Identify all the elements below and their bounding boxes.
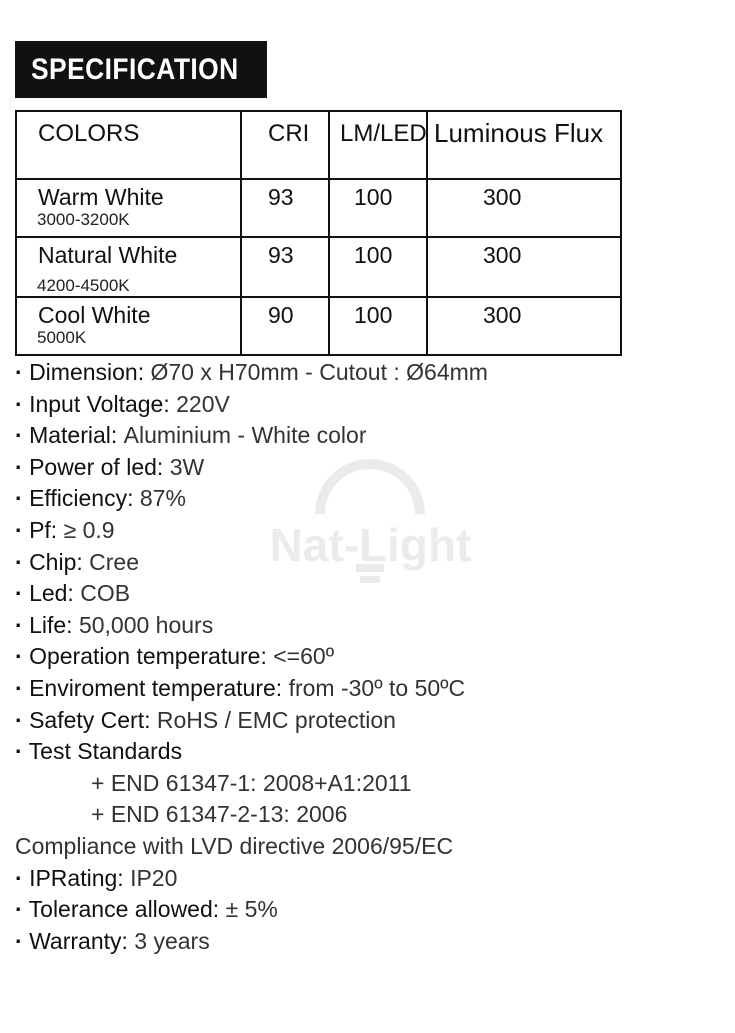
spec-operation-temperature: · Operation temperature: <=60º [15,643,335,670]
spec-list [15,357,715,957]
spec-label: IPRating: [29,864,124,891]
section-title-text: SPECIFICATION [31,53,239,86]
color-cell [16,297,241,355]
color-range: 5000K [37,328,87,347]
spec-label: Efficiency: [29,485,134,512]
table-header-row [16,111,621,179]
color-range: 4200-4500K [37,276,130,295]
spec-value: Ø70 x H70mm - Cutout : Ø64mm [150,359,488,385]
spec-label: Safety Cert: [29,706,151,733]
cri-value: 90 [268,302,294,328]
spec-label: Input Voltage: [29,390,170,417]
spec-label: Life: [29,611,73,638]
spec-value: RoHS / EMC protection [156,706,396,733]
spec-efficiency: · Efficiency: 87% [15,485,186,512]
spec-life: · Life: 50,000 hours [15,611,214,638]
table-row [16,179,621,237]
spec-chip: · Chip: Cree [15,548,140,575]
spec-label: Test Standards [28,738,183,765]
spec-material: · Material: Aluminium - White color [15,422,367,449]
watermark-text: Nat-Light [269,519,472,571]
spec-value: COB [80,580,131,607]
flux-value: 300 [483,302,522,328]
color-name: Warm White [38,184,164,210]
spec-value: Aluminium - White color [123,422,367,449]
spec-dimension: · Dimension: Ø70 x H70mm - Cutout : Ø64mm [15,359,488,385]
table-row [16,297,621,355]
color-name: Cool White [38,302,151,328]
spec-value: Cree [89,548,140,575]
spec-label: Material: [29,422,118,449]
header-cri: CRI [241,111,329,179]
spec-label: Operation temperature: [29,643,267,670]
compliance-note: Compliance with LVD directive 2006/95/EC [15,832,454,859]
header-luminous-flux: Luminous Flux [427,111,621,179]
spec-label: Tolerance allowed: [28,896,220,923]
spec-value: 3W [169,453,205,480]
lm-led-value: 100 [354,184,393,210]
spec-label: Chip: [29,548,83,575]
spec-value: 3 years [134,927,210,954]
spec-label: Enviroment temperature: [29,674,283,701]
color-name: Natural White [38,242,178,268]
lm-led-value: 100 [354,302,393,328]
lm-led-value: 100 [354,242,393,268]
header-lm-led: LM/LED [329,111,427,179]
spec-value: 220V [176,390,230,417]
color-cell [16,179,241,237]
spec-value: 87% [139,485,186,512]
cri-value: 93 [268,184,294,210]
spec-input-voltage: · Input Voltage: 220V [15,390,230,417]
spec-label: Power of led: [29,453,164,480]
spec-value: 50,000 hours [78,611,214,638]
color-spec-table [15,110,622,356]
spec-label: Pf: [29,516,58,543]
spec-value: ≥ 0.9 [63,516,115,543]
color-cell [16,237,241,297]
spec-test-standards: · Test Standards [15,738,183,765]
flux-value: 300 [483,184,522,210]
spec-warranty: · Warranty: 3 years [15,927,210,954]
spec-label: Warranty: [29,927,128,954]
spec-value: <=60º [273,643,335,670]
test-standard-item: + END 61347-2-13: 2006 [91,801,348,828]
table-row [16,237,621,297]
flux-value: 300 [483,242,522,268]
spec-power: · Power of led: 3W [15,453,205,480]
spec-environment-temperature: · Enviroment temperature: from -30º to 50ºC [15,674,466,701]
spec-led: · Led: COB [15,580,131,607]
spec-value: ± 5% [225,896,278,923]
cri-value: 93 [268,242,294,268]
spec-ip-rating: · IPRating: IP20 [15,864,178,891]
spec-safety-cert: · Safety Cert: RoHS / EMC protection [15,706,396,733]
spec-label: Led: [29,580,74,607]
spec-pf: · Pf: ≥ 0.9 [15,516,115,543]
spec-value: from -30º to 50ºC [288,674,466,701]
header-colors: COLORS [16,111,241,179]
spec-tolerance: · Tolerance allowed: ± 5% [15,896,278,923]
color-range: 3000-3200K [37,210,130,229]
test-standard-item: + END 61347-1: 2008+A1:2011 [91,769,412,796]
spec-value: IP20 [130,864,178,891]
spec-label: Dimension: [29,359,145,385]
section-title [15,41,267,98]
